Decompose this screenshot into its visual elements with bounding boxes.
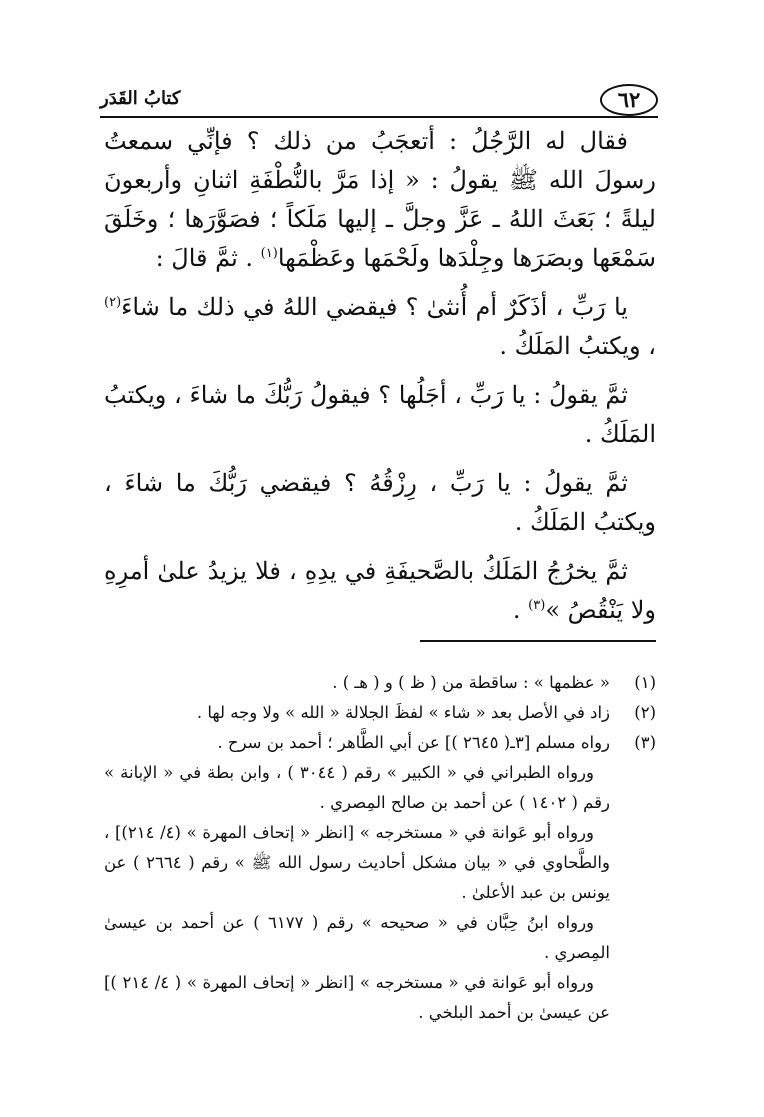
- footnote-text: رواه مسلم [٣ـ( ٢٦٤٥ )] عن أبي الطَّاهر ؛ أحمد بن سرح .: [217, 733, 610, 752]
- main-text: [104, 122, 656, 640]
- paragraph-text: فقال له الرَّجُلُ : أتعجَبُ من ذلك ؟ فإنِّي سمعتُ رسولَ الله ﷺ يقولُ : « إذا مَرَّ بالنُّطْفَةِ اثنانِ وأربعونَ ليلةً ؛ بَعَثَ اللهُ ـ عَزَّ وجلَّ ـ إليها مَلَكاً ؛ فصَوَّرَها ؛ وخَلَقَ سَمْعَها وبصَرَها وجِلْدَها ولَحْمَها وعَظْمَها: [104, 127, 656, 272]
- footnote-number: (١): [634, 673, 656, 692]
- paragraph: [104, 288, 656, 366]
- paragraph: [104, 122, 656, 278]
- footnote-continuation: ورواه ابنُ حِبَّان في « صحيحه » رقم ( ٦١٧٧ ) عن أحمد بن عيسىٰ المِصري .: [104, 913, 610, 962]
- page-header: [100, 84, 660, 118]
- footnote-text: « عظمها » : ساقطة من ( ظ ) و ( هـ ) .: [332, 673, 610, 692]
- book-title: كتابُ القَدَر: [100, 88, 181, 109]
- footnote-ref: (١): [260, 246, 278, 261]
- footnote-rule: [420, 640, 656, 642]
- footnote: [104, 668, 656, 698]
- paragraph: ثمَّ يقولُ : يا رَبِّ ، أجَلُها ؟ فيقولُ رَبُّكَ ما شاءَ ، ويكتبُ المَلَكُ .: [104, 381, 656, 448]
- paragraph-text: ، ويكتبُ المَلَكُ .: [499, 332, 656, 360]
- footnote-continuation: ورواه أبو عَوانة في « مستخرجه » [انظر « إتحاف المهرة » (٤/ ٢١٤)] ، والطَّحاوي في « بيان مشكل أحاديث رسول الله ﷺ » رقم ( ٢٦٦٤ ) عن يونس بن عبد الأعلىٰ .: [104, 823, 610, 902]
- footnote-ref: (٢): [104, 295, 122, 310]
- header-rule: [100, 116, 658, 118]
- footnote: [104, 698, 656, 728]
- page-number: ٦٢: [600, 84, 658, 116]
- paragraph: [104, 552, 656, 630]
- paragraph-text: ثمَّ يخرُجُ المَلَكُ بالصَّحيفَةِ في يدِهِ ، فلا يزيدُ علىٰ أمرِهِ ولا يَنْقُصُ »: [104, 557, 656, 624]
- paragraph-text: يا رَبِّ ، أذَكَرٌ أم أُنثىٰ ؟ فيقضي اللهُ في ذلك ما شاءَ: [121, 293, 628, 321]
- paragraph-text: . ثمَّ قالَ :: [155, 244, 261, 272]
- footnote-number: (٢): [634, 703, 656, 722]
- footnotes: [104, 668, 656, 1028]
- footnote-continuation: ورواه الطبراني في « الكبير » رقم ( ٣٠٤٤ ) ، وابن بطة في « الإبانة » رقم ( ١٤٠٢ ) عن أحمد بن صالح المِصري .: [104, 763, 610, 812]
- paragraph: ثمَّ يقولُ : يا رَبِّ ، رِزْقُهُ ؟ فيقضي رَبُّكَ ما شاءَ ، ويكتبُ المَلَكُ .: [104, 469, 656, 536]
- footnote-number: (٣): [634, 733, 656, 752]
- footnote: [104, 728, 656, 758]
- footnote-text: زاد في الأصل بعد « شاء » لفظَ الجلالة « الله » ولا وجه لها .: [196, 703, 610, 722]
- footnote-ref: (٣): [528, 598, 546, 613]
- paragraph-text: .: [512, 596, 529, 624]
- footnote-continuation: ورواه أبو عَوانة في « مستخرجه » [انظر « إتحاف المهرة » ( ٤/ ٢١٤ )] عن عيسىٰ بن أحمد البلخي .: [104, 973, 610, 1022]
